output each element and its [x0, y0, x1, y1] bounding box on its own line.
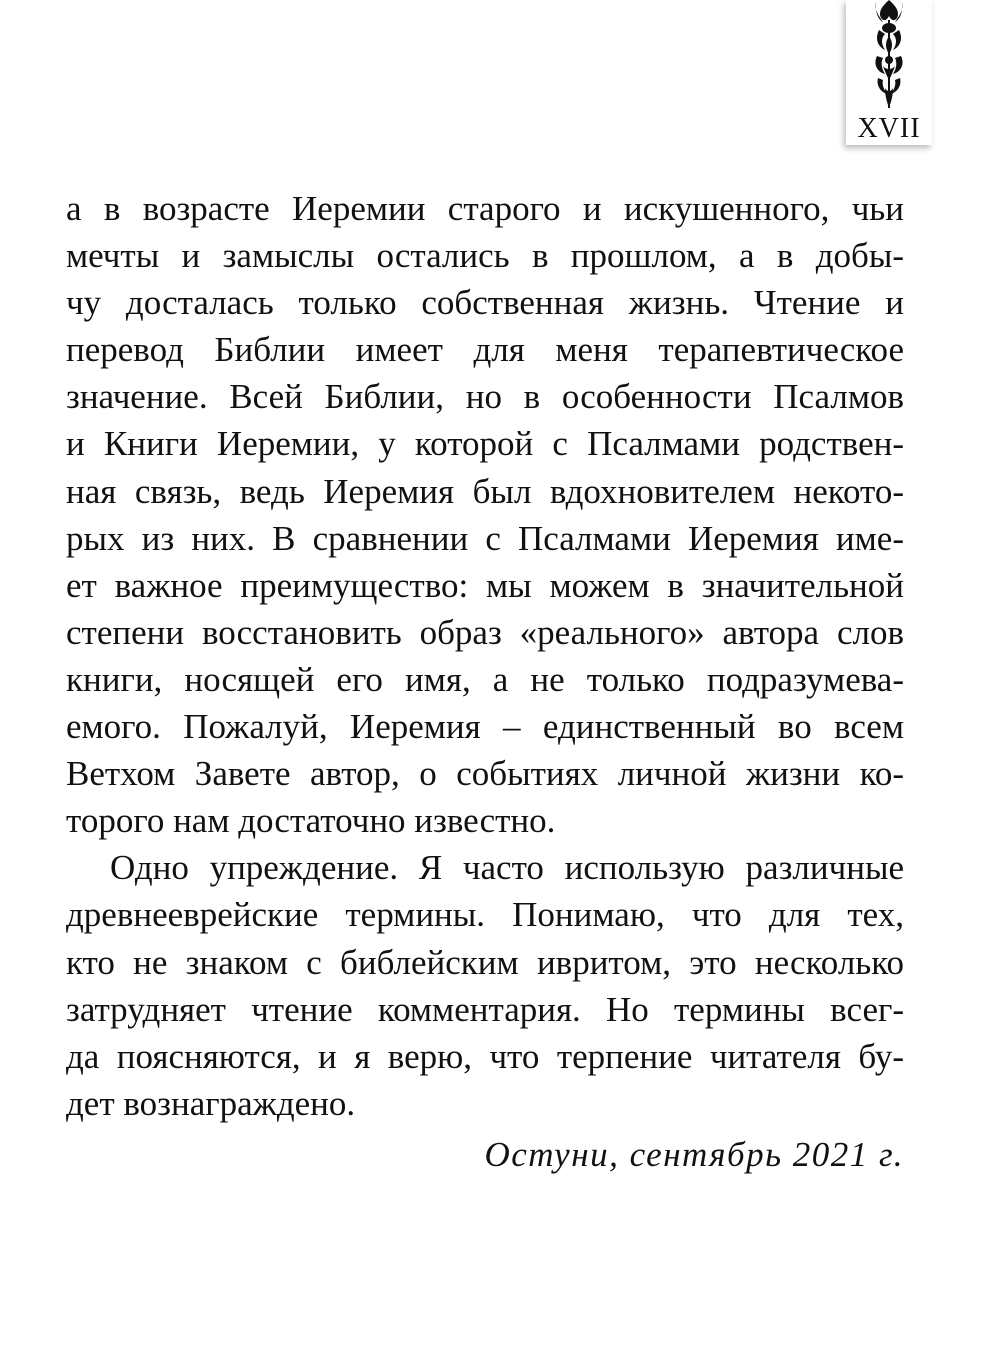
- paragraph: [66, 185, 904, 844]
- text-line: да поясняются, и я верю, что терпение читателя бу-: [66, 1036, 904, 1076]
- text-line: древнееврейские термины. Понимаю, что для тех,: [66, 895, 904, 935]
- text-line: книги, носящей его имя, а не только подразумева-: [66, 659, 904, 699]
- page-number: XVII: [857, 113, 921, 144]
- text-line: степени восстановить образ «реального» автора слов: [66, 612, 904, 652]
- text-line: перевод Библии имеет для меня терапевтическое: [66, 330, 904, 370]
- text-line: дет вознаграждено.: [66, 1083, 356, 1123]
- ornament-icon: [873, 0, 905, 108]
- text-line: чу досталась только собственная жизнь. Чтение и: [66, 283, 904, 323]
- text-line: затрудняет чтение комментария. Но термины всег-: [66, 989, 904, 1029]
- text-line: Одно упреждение. Я часто использую различные: [110, 848, 904, 888]
- text-line: рых из них. В сравнении с Псалмами Иеремия име-: [66, 518, 904, 558]
- body-text: [66, 185, 904, 1127]
- text-line: емого. Пожалуй, Иеремия – единственный во всем: [66, 707, 904, 747]
- paragraph: [66, 844, 904, 1127]
- signature: Остуни, сентябрь 2021 г.: [484, 1135, 904, 1174]
- text-line: а в возрасте Иеремии старого и искушенного, чьи: [66, 189, 904, 228]
- text-line: торого нам достаточно известно.: [66, 801, 556, 841]
- text-line: и Книги Иеремии, у которой с Псалмами родствен-: [66, 424, 904, 464]
- text-line: мечты и замыслы остались в прошлом, а в добы-: [66, 236, 904, 276]
- text-line: значение. Всей Библии, но в особенности Псалмов: [66, 377, 904, 417]
- page-tab: [846, 0, 932, 145]
- text-line: Ветхом Завете автор, о событиях личной жизни ко-: [66, 754, 904, 794]
- text-line: ет важное преимущество: мы можем в значительной: [66, 565, 904, 605]
- text-line: кто не знаком с библейским ивритом, это несколько: [66, 942, 904, 982]
- text-line: ная связь, ведь Иеремия был вдохновителем некото-: [66, 471, 904, 511]
